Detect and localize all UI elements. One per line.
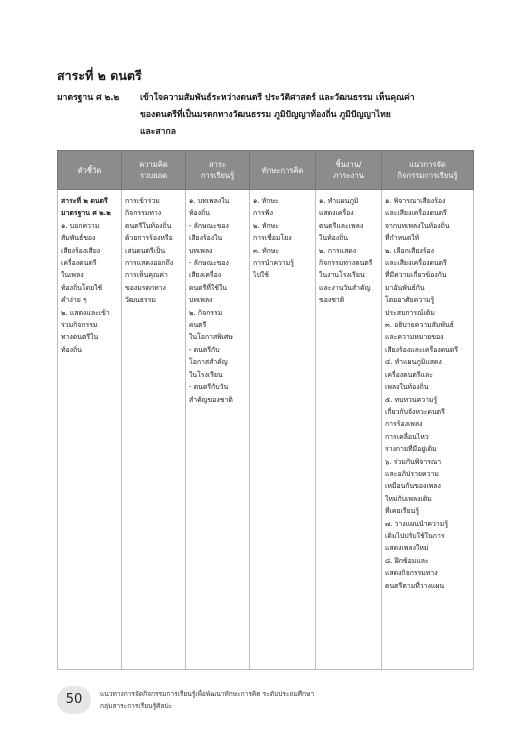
footer-caption [100,688,314,712]
cell-text-line: และเสียงเครื่องดนตรี [385,209,447,218]
cell-text-line: ๒. ทักษะ [253,221,279,230]
cell-text-line: ในโรงเรียน [189,370,223,379]
cell-text-line: ไปใช้ [253,271,269,280]
cell-text-line: ๕. ทบทวนความรู้ [385,395,438,404]
cell-text-line: ใหม่กับเพลงเดิม [385,494,432,503]
header-content: สาระ การเรียนรู้ [186,151,250,190]
cell-text-line: ๑. พิจารณาเสียงร้อง [385,197,446,205]
cell-text-line: - ลักษณะของ [189,259,229,268]
cell-text-line: กิจกรรมทางดนตรี [319,259,373,268]
cell-text-line: แสดงกิจกรรมทาง [385,569,438,578]
cell-text-line: ประสบการณ์เดิม [385,308,435,317]
cell-activity-guide [382,190,474,670]
standard-code: มาตรฐาน ศ ๒.๒ [57,93,120,103]
cell-concept [122,190,186,670]
standard-line: เข้าใจความสัมพันธ์ระหว่างดนตรี ประวัติศาสตร์ และวัฒนธรรม เห็นคุณค่า [140,93,415,103]
header-assignment: ชิ้นงาน/ ภาระงาน [316,151,382,190]
cell-text-line: โดยอาศัยความรู้ [385,296,435,305]
cell-text-line: การเคลื่อนไหว [385,432,429,441]
cell-text-line: ดนตรี [189,321,207,330]
cell-text-line: ๒. การแสดง [319,246,357,255]
cell-text-line: การฟัง [253,209,273,218]
cell-text-line: ๒. เลือกเสียงร้อง [385,246,434,255]
cell-text-line: และอภิปรายความ [385,469,439,478]
footer-line: แนวทางการจัดกิจกรรมการเรียนรู้เพื่อพัฒนาทักษะการคิด ระดับประถมศึกษา [100,690,315,698]
table-row [58,190,474,670]
cell-text-line: ท้องถิ่น [189,209,210,218]
cell-text-line: เกี่ยวกับจังหวะดนตรี [385,407,445,416]
cell-text-line: ๗. วางแผนนำความรู้ [385,519,449,528]
cell-text-line: เสียงเครื่อง [189,271,222,280]
cell-text-line: ดนตรีและเพลง [319,221,364,230]
cell-text-line: ๔. ทำแผนภูมิแสดง [385,358,442,367]
cell-text-line: เล่นดนตรีเป็น [125,246,166,255]
cell-text-line: บทเพลง [189,246,213,255]
cell-text-line: - ดนตรีกับ [189,345,220,354]
cell-text-line: เดิมไปปรับใช้ในการ [385,531,445,540]
cell-text-line: ๒. แสดงและเข้า [61,308,110,317]
cell-text-line: - ลักษณะของ [189,221,229,230]
cell-text-line: การเชื่อมโยง [253,234,292,243]
cell-text-line: มาอันพันธ์กัน [385,283,425,292]
standard-line: ของดนตรีที่เป็นมรดกทางวัฒนธรรม ภูมิปัญญาท้องถิ่น ภูมิปัญญาไทย [140,110,391,120]
header-thinking-skill: ทักษะการคิด [250,151,316,190]
cell-text-line: สำคัญของชาติ [189,395,233,404]
cell-text-line: ดนตรีในท้องถิ่น [125,221,172,230]
cell-thinking-skill [250,190,316,670]
cell-text-line: การร้องเพลง [385,420,423,429]
cell-text-line: ท้องถิ่น [61,345,82,354]
cell-text-line: ๘. ฝึกซ้อมและ [385,556,429,565]
cell-text-line: สาระที่ ๒ ดนตรี [61,197,108,205]
cell-text-line: ท้องถิ่นโดยใช้ [61,283,103,292]
header-indicator: ตัวชี้วัด [58,151,122,190]
cell-text-line: แสดงเครื่อง [319,209,354,218]
cell-text-line: ของมรดกทาง [125,283,166,292]
cell-text-line: สัมพันธ์ของ [61,234,96,243]
table-header-row [58,151,474,190]
cell-text-line: เสียงร้องใน [189,234,223,243]
cell-text-line: การเห็นคุณค่า [125,271,168,280]
cell-text-line: แสดงเพลงใหม่ [385,544,429,553]
cell-text-line: ทางดนตรีใน [61,333,99,342]
cell-content [186,190,250,670]
cell-text-line: กิจกรรมทาง [125,209,162,218]
cell-text-line: ร่วมกิจกรรม [61,321,98,330]
cell-text-line: เสียงร้องเสียง [61,246,101,255]
cell-text-line: ที่เคยเรียนรู้ [385,507,420,516]
cell-text-line: ๑. ทำแผนภูมิ [319,197,359,205]
cell-text-line: การนำความรู้ [253,259,294,268]
header-activity-guide: แนวการจัด กิจกรรมการเรียนรู้ [382,151,474,190]
cell-text-line: คำง่าย ๆ [61,296,87,305]
cell-text-line: มาตรฐาน ศ ๒.๒ [61,209,111,218]
cell-text-line: การแสดงออกถึง [125,259,174,268]
footer-line: กลุ่มสาระการเรียนรู้ศิลปะ [100,702,173,710]
cell-text-line: ที่มีความเกี่ยวข้องกัน [385,271,447,280]
cell-text-line: เครื่องดนตรี [61,259,97,268]
header-concept: ความคิด รวบยอด [122,151,186,190]
page-number: 50 [57,686,91,714]
standard-line: และสากล [140,127,176,137]
cell-text-line: โอกาสสำคัญ [189,358,228,367]
cell-text-line: และความหมายของ [385,333,444,342]
cell-indicator [58,190,122,670]
cell-text-line: ๓. ทักษะ [253,246,280,255]
cell-text-line: และเสียงเครื่องดนตรี [385,259,447,268]
section-heading: สาระที่ ๒ ดนตรี [57,68,142,83]
cell-text-line: ที่กำหนดให้ [385,234,420,243]
cell-text-line: ๑. ทักษะ [253,197,279,205]
cell-text-line: ๑. บทเพลงใน [189,197,230,205]
cell-text-line: เพลงในท้องถิ่น [385,383,429,392]
cell-text-line: บทเพลง [189,296,213,305]
cell-text-line: ดนตรีที่ใช้ใน [189,283,228,292]
cell-assignment [316,190,382,670]
cell-text-line: การเข้าร่วม [125,197,160,205]
cell-text-line: ๑. บอกความ [61,221,100,230]
cell-text-line: ๖. ร่วมกันพิจารณา [385,457,442,466]
cell-text-line: ด้วยการร้องหรือ [125,234,173,243]
cell-text-line: ๒. กิจกรรม [189,308,223,317]
cell-text-line: ของชาติ [319,296,345,305]
cell-text-line: จากบทเพลงในท้องถิ่น [385,221,450,230]
learning-activity-table [57,150,474,670]
cell-text-line: ดนตรีตามที่วางแผน [385,581,445,590]
cell-text-line: เครื่องดนตรีและ [385,370,433,379]
cell-text-line: ในเพลง [61,271,84,280]
cell-text-line: ร่างกายที่มีอยู่เดิม [385,445,437,454]
cell-text-line: และงานวันสำคัญ [319,283,371,292]
cell-text-line: เสียงร้องและเครื่องดนตรี [385,345,459,354]
cell-text-line: วัฒนธรรม [125,296,156,305]
standard-description [140,90,473,141]
cell-text-line: เหมือนกันของเพลง [385,482,441,491]
cell-text-line: ๓. อธิบายความสัมพันธ์ [385,321,454,330]
cell-text-line: ในท้องถิ่น [319,234,349,243]
cell-text-line: ในงานโรงเรียน [319,271,365,280]
cell-text-line: - ดนตรีกับวัน [189,383,229,392]
cell-text-line: ในโอกาสพิเศษ [189,333,233,342]
